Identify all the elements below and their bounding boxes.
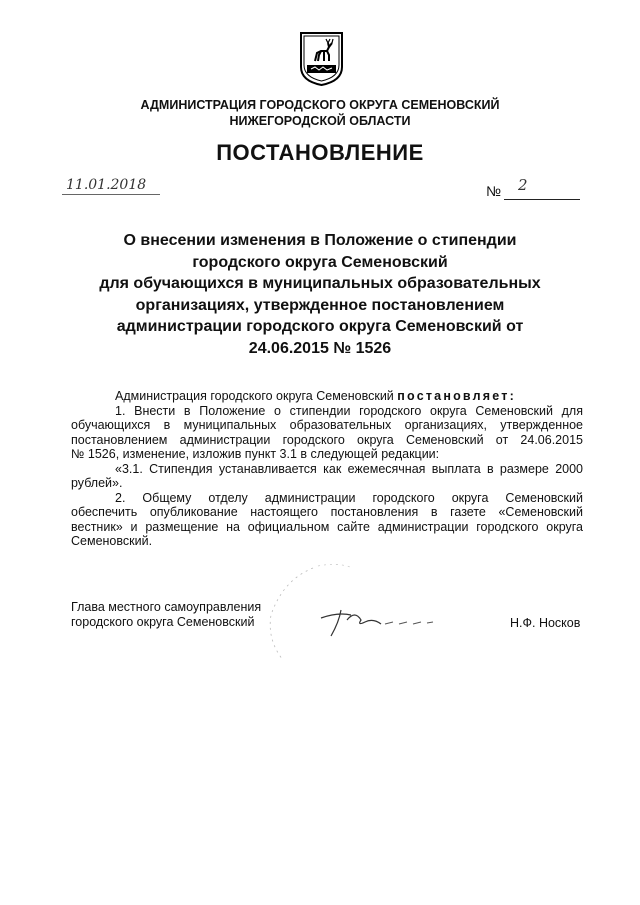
body-line: обеспечить опубликование настоящего постановления в газете «Семеновский: [71, 505, 583, 519]
number-label: №: [486, 183, 502, 199]
subject-line: О внесении изменения в Положение о стипендии: [123, 232, 517, 249]
signer-position-line: Глава местного самоуправления: [71, 600, 262, 614]
signer-position: [71, 600, 261, 630]
subject-line: 24.06.2015 № 1526: [248, 339, 392, 357]
body-line: 1. Внести в Положение о стипендии городского округа Семеновский для: [115, 403, 583, 418]
subject-line: организациях, утвержденное постановлением: [135, 296, 505, 314]
handwritten-signature: [243, 560, 443, 680]
signer-position-line: городского округа Семеновский: [71, 615, 255, 629]
body-line: вестник» и размещение на официальном сайте администрации городского округа: [71, 519, 583, 534]
decree-word: постановляет:: [397, 389, 516, 403]
number-underline: [504, 199, 580, 200]
body-line: № 1526, изменение, изложив пункт 3.1 в следующей редакции:: [71, 447, 440, 461]
intro-text: Администрация городского округа Семеновский: [115, 389, 394, 403]
subject-line: администрации городского округа Семеновский от: [116, 318, 524, 335]
body-line: обучающихся в муниципальных образовательных организациях, утвержденное: [71, 418, 583, 432]
coat-of-arms-icon: [299, 31, 344, 86]
intro-paragraph: [71, 389, 583, 404]
subject-line: для обучающихся в муниципальных образовательных: [99, 275, 541, 292]
org-name-line2: НИЖЕГОРОДСКОЙ ОБЛАСТИ: [229, 114, 411, 128]
body-line: 2. Общему отделу администрации городского округа Семеновский: [115, 490, 583, 505]
body-line: постановлением администрации городского округа Семеновский от 24.06.2015: [71, 432, 583, 447]
document-subject: [70, 230, 570, 359]
document-title: ПОСТАНОВЛЕНИЕ: [216, 140, 424, 165]
org-name-line1: АДМИНИСТРАЦИЯ ГОРОДСКОГО ОКРУГА СЕМЕНОВСКИЙ: [140, 98, 500, 112]
document-date: 11.01.2018: [66, 177, 147, 193]
subject-line: городского округа Семеновский: [192, 253, 448, 271]
date-underline: [62, 194, 160, 195]
body-line: рублей».: [71, 476, 123, 490]
document-body: [71, 389, 583, 549]
body-line: «3.1. Стипендия устанавливается как ежемесячная выплата в размере 2000: [115, 461, 583, 476]
signer-name: Н.Ф. Носков: [510, 616, 581, 630]
document-number: 2: [518, 176, 528, 194]
body-line: Семеновский.: [71, 534, 153, 548]
